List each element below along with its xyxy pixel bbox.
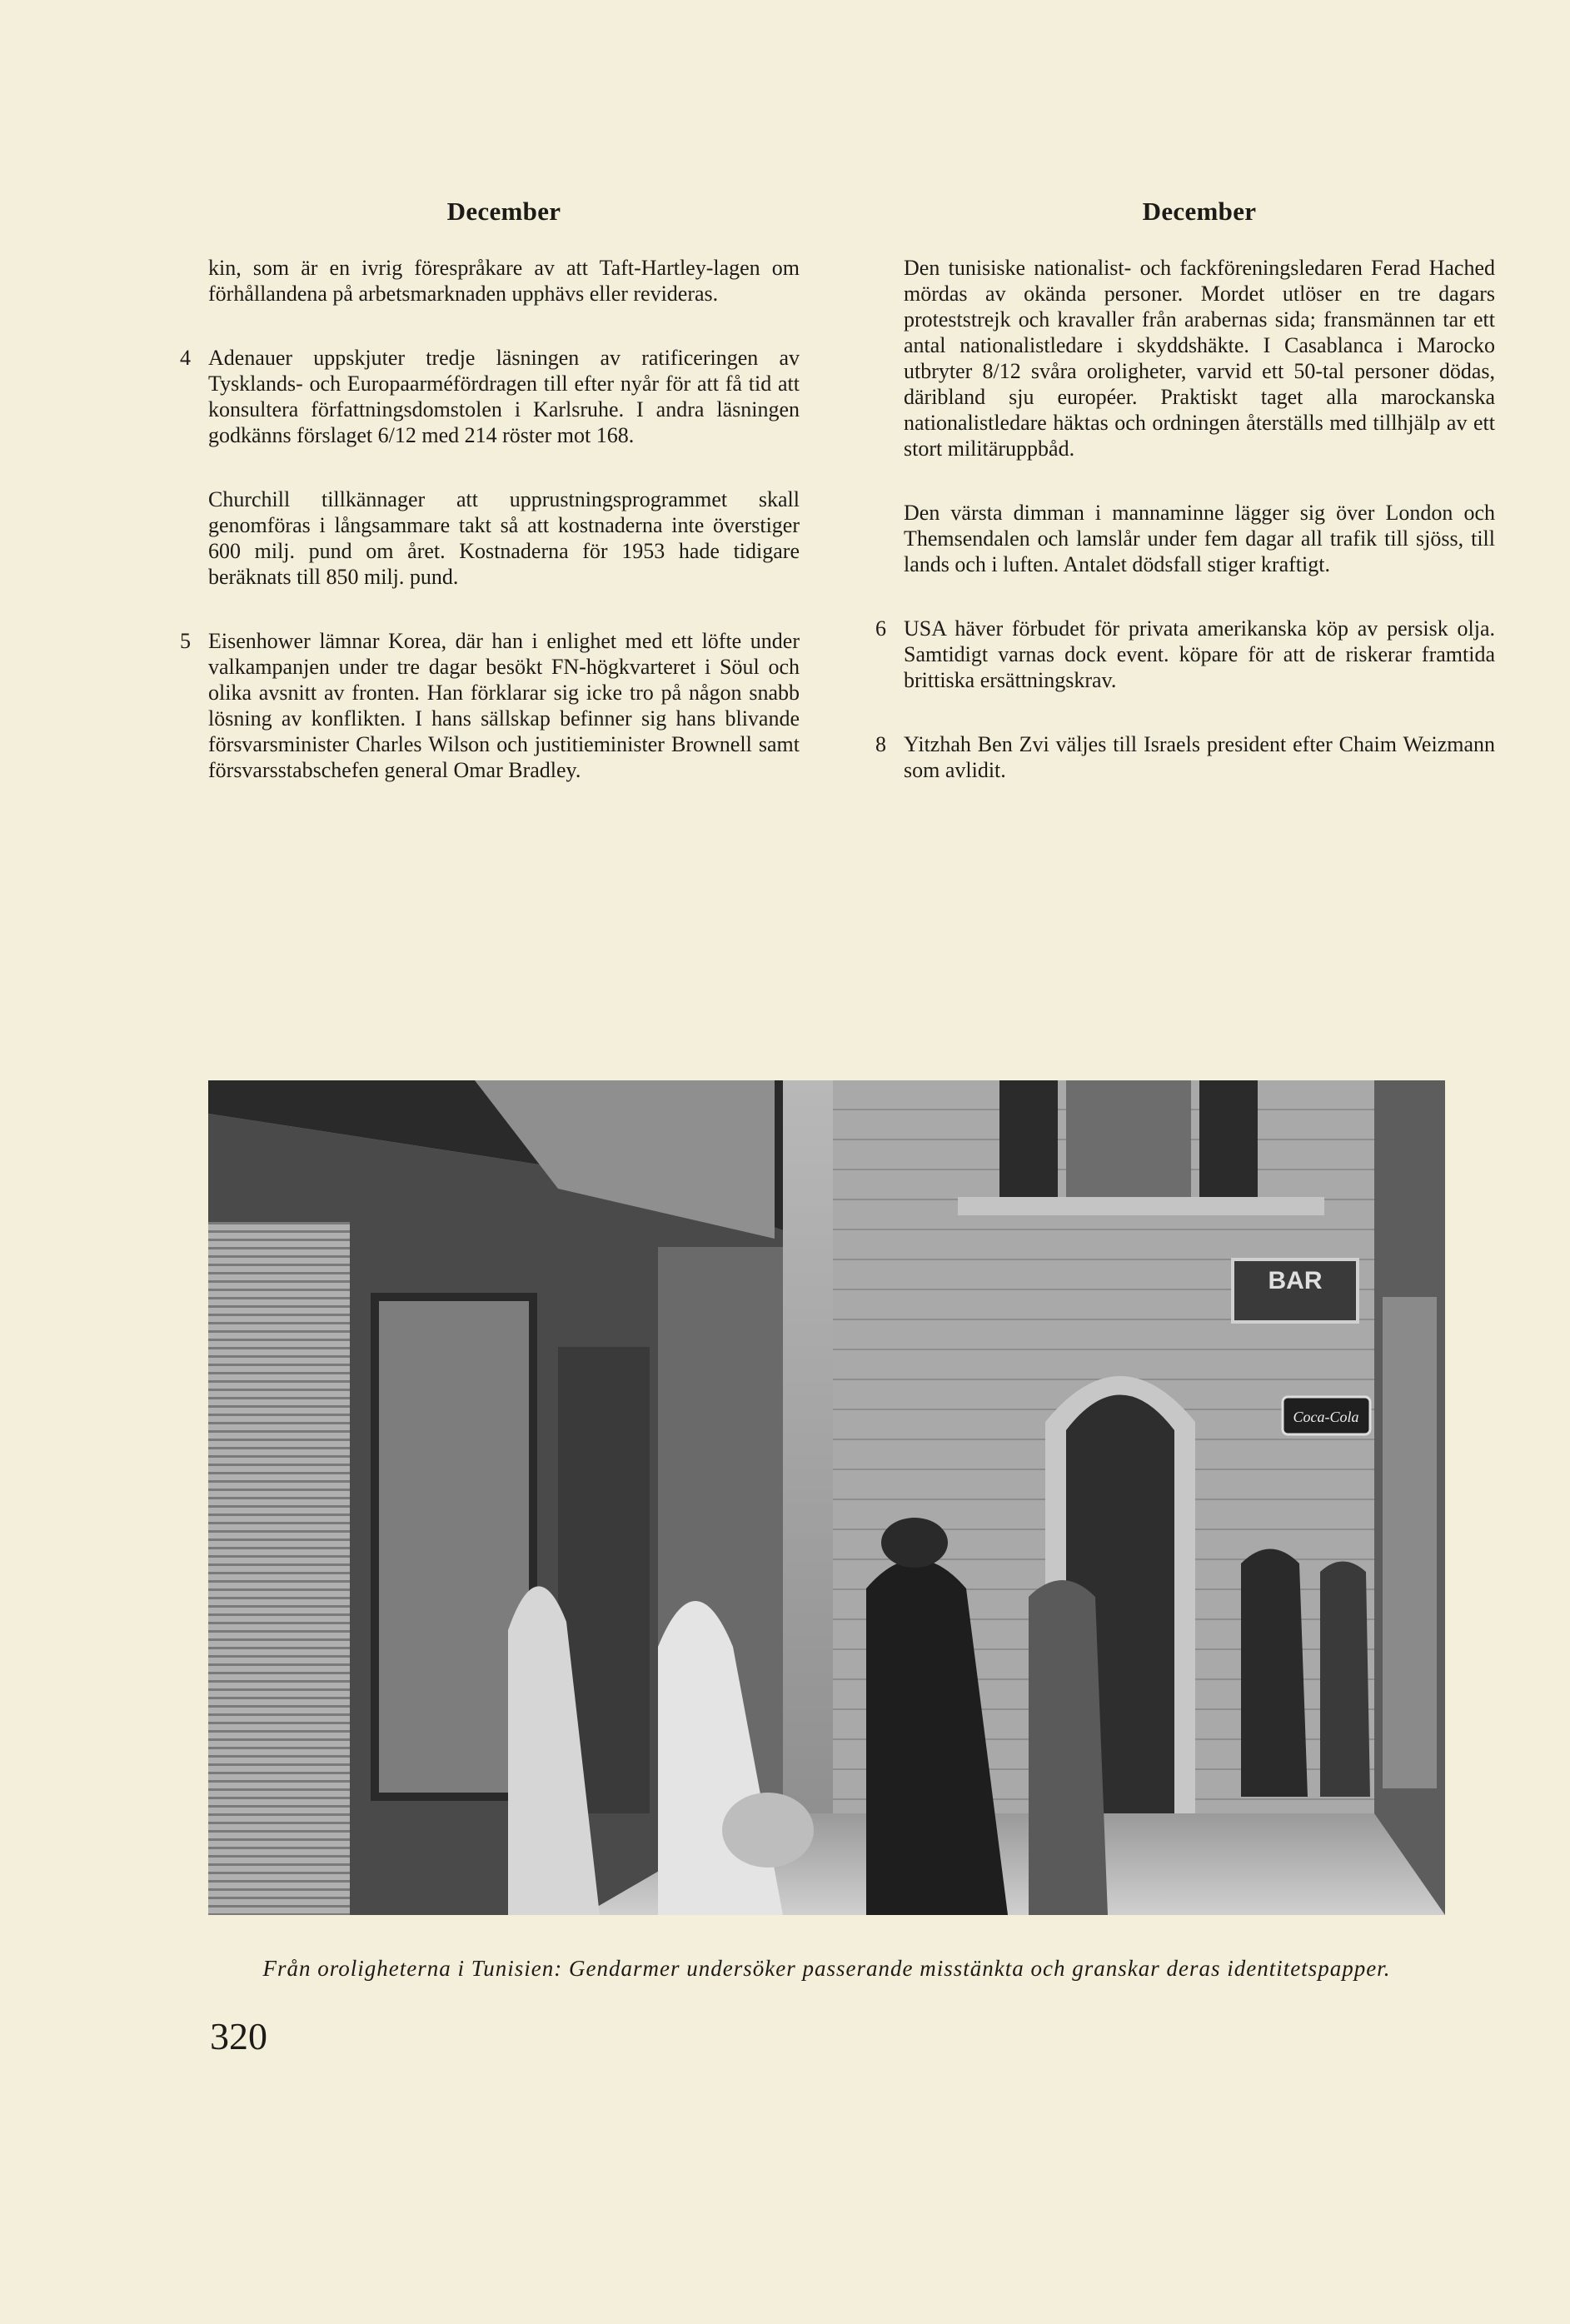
chronicle-entry: [875, 616, 1495, 693]
photo-illustration: [208, 1080, 1445, 1915]
entry-day: 8: [875, 732, 886, 756]
bystander-figure: [1241, 1549, 1308, 1798]
left-column: [180, 197, 800, 821]
basket: [722, 1793, 814, 1868]
chronicle-entry: [904, 500, 1495, 577]
building-window: [1066, 1080, 1191, 1197]
entry-text: USA häver förbudet för privata amerikanska köp av persisk olja. Samtidigt varnas dock event. köpare för att de riskerar framtida brittiska ersättningskrav.: [904, 616, 1495, 692]
bystander-figure: [1320, 1562, 1370, 1798]
chronicle-entry: [180, 345, 800, 448]
civilian-figure: [1029, 1580, 1108, 1915]
entry-text: Den tunisiske nationalist- och fackföreningsledaren Ferad Hached mördas av okända personer. Mordet utlöser en tre dagars proteststrejk och kravaller från arabernas sida; fransmännen tar ett antal nationalistledare i skyddshäkte. I Casablanca i Marocko utbryter 8/12 svåra oroligheter, varvid ett 50-tal personer dödas, däribland sju européer. Praktiskt taget alla marockanska nationalistledare häktas och ordningen återställs med tillhjälp av ett stort militäruppbåd.: [904, 256, 1495, 461]
building-window-shutter: [1199, 1080, 1258, 1197]
entry-text: Den värsta dimman i mannaminne lägger sig över London och Themsendalen och lamslår under fem dagar all trafik till sjöss, till lands och i luften. Antalet dödsfall stiger kraftigt.: [904, 501, 1495, 576]
building-window-shutter: [999, 1080, 1058, 1197]
right-wall-window: [1383, 1297, 1437, 1788]
coca-cola-sign-text: Coca-Cola: [1293, 1409, 1359, 1425]
building-ledge: [958, 1197, 1324, 1215]
right-column-heading: December: [1142, 197, 1257, 226]
right-column: [875, 197, 1495, 821]
entry-day: 6: [875, 616, 886, 641]
page-number: 320: [210, 2015, 267, 2057]
entry-day: 5: [180, 629, 191, 653]
entry-text: Adenauer uppskjuter tredje läsningen av ratificeringen av Tysklands- och Europaarméfördragen till efter nyår för att få tid att konsultera författningsdomstolen i Karlsruhe. I andra läsningen godkänns förslaget 6/12 med 214 röster mot 168.: [208, 346, 800, 447]
rolling-shutter: [208, 1222, 350, 1915]
entry-text: Eisenhower lämnar Korea, där han i enlighet med ett löfte under valkampanjen under tre dagar besökt FN-högkvarteret i Söul och olika avsnitt av fronten. Han förklarar sig icke tro på någon snabb lösning av konflikten. I hans sällskap befinner sig hans blivande försvarsminister Charles Wilson och justitieminister Brownell samt försvarsstabschefen general Omar Bradley.: [208, 629, 800, 782]
entry-text: kin, som är en ivrig förespråkare av att Taft-Hartley-lagen om förhållandena på arbetsmarknaden upphävs eller revideras.: [208, 256, 800, 306]
chronicle-entry: [208, 486, 800, 590]
photo-caption: Från oroligheterna i Tunisien: Gendarmer undersöker passerande misstänkta och granskar deras identitetspapper.: [262, 1956, 1391, 1981]
bar-sign-text: BAR: [1268, 1267, 1323, 1294]
entry-text: Churchill tillkännager att upprustningsprogrammet skall genomföras i långsammare takt så att kostnaderna inte överstiger 600 milj. pund om året. Kostnaderna för 1953 hade tidigare beräknats till 850 milj. pund.: [208, 487, 800, 589]
entry-day: 4: [180, 346, 191, 370]
entry-text: Yitzhah Ben Zvi väljes till Israels president efter Chaim Weizmann som avlidit.: [904, 732, 1495, 782]
chronicle-entry: [208, 255, 800, 307]
gendarme-helmet: [881, 1518, 948, 1568]
chronicle-entry: [875, 731, 1495, 783]
chronicle-entry: [180, 628, 800, 783]
left-column-heading: December: [446, 197, 561, 226]
street-photograph: [208, 1080, 1445, 1915]
chronicle-entry: [904, 255, 1495, 461]
